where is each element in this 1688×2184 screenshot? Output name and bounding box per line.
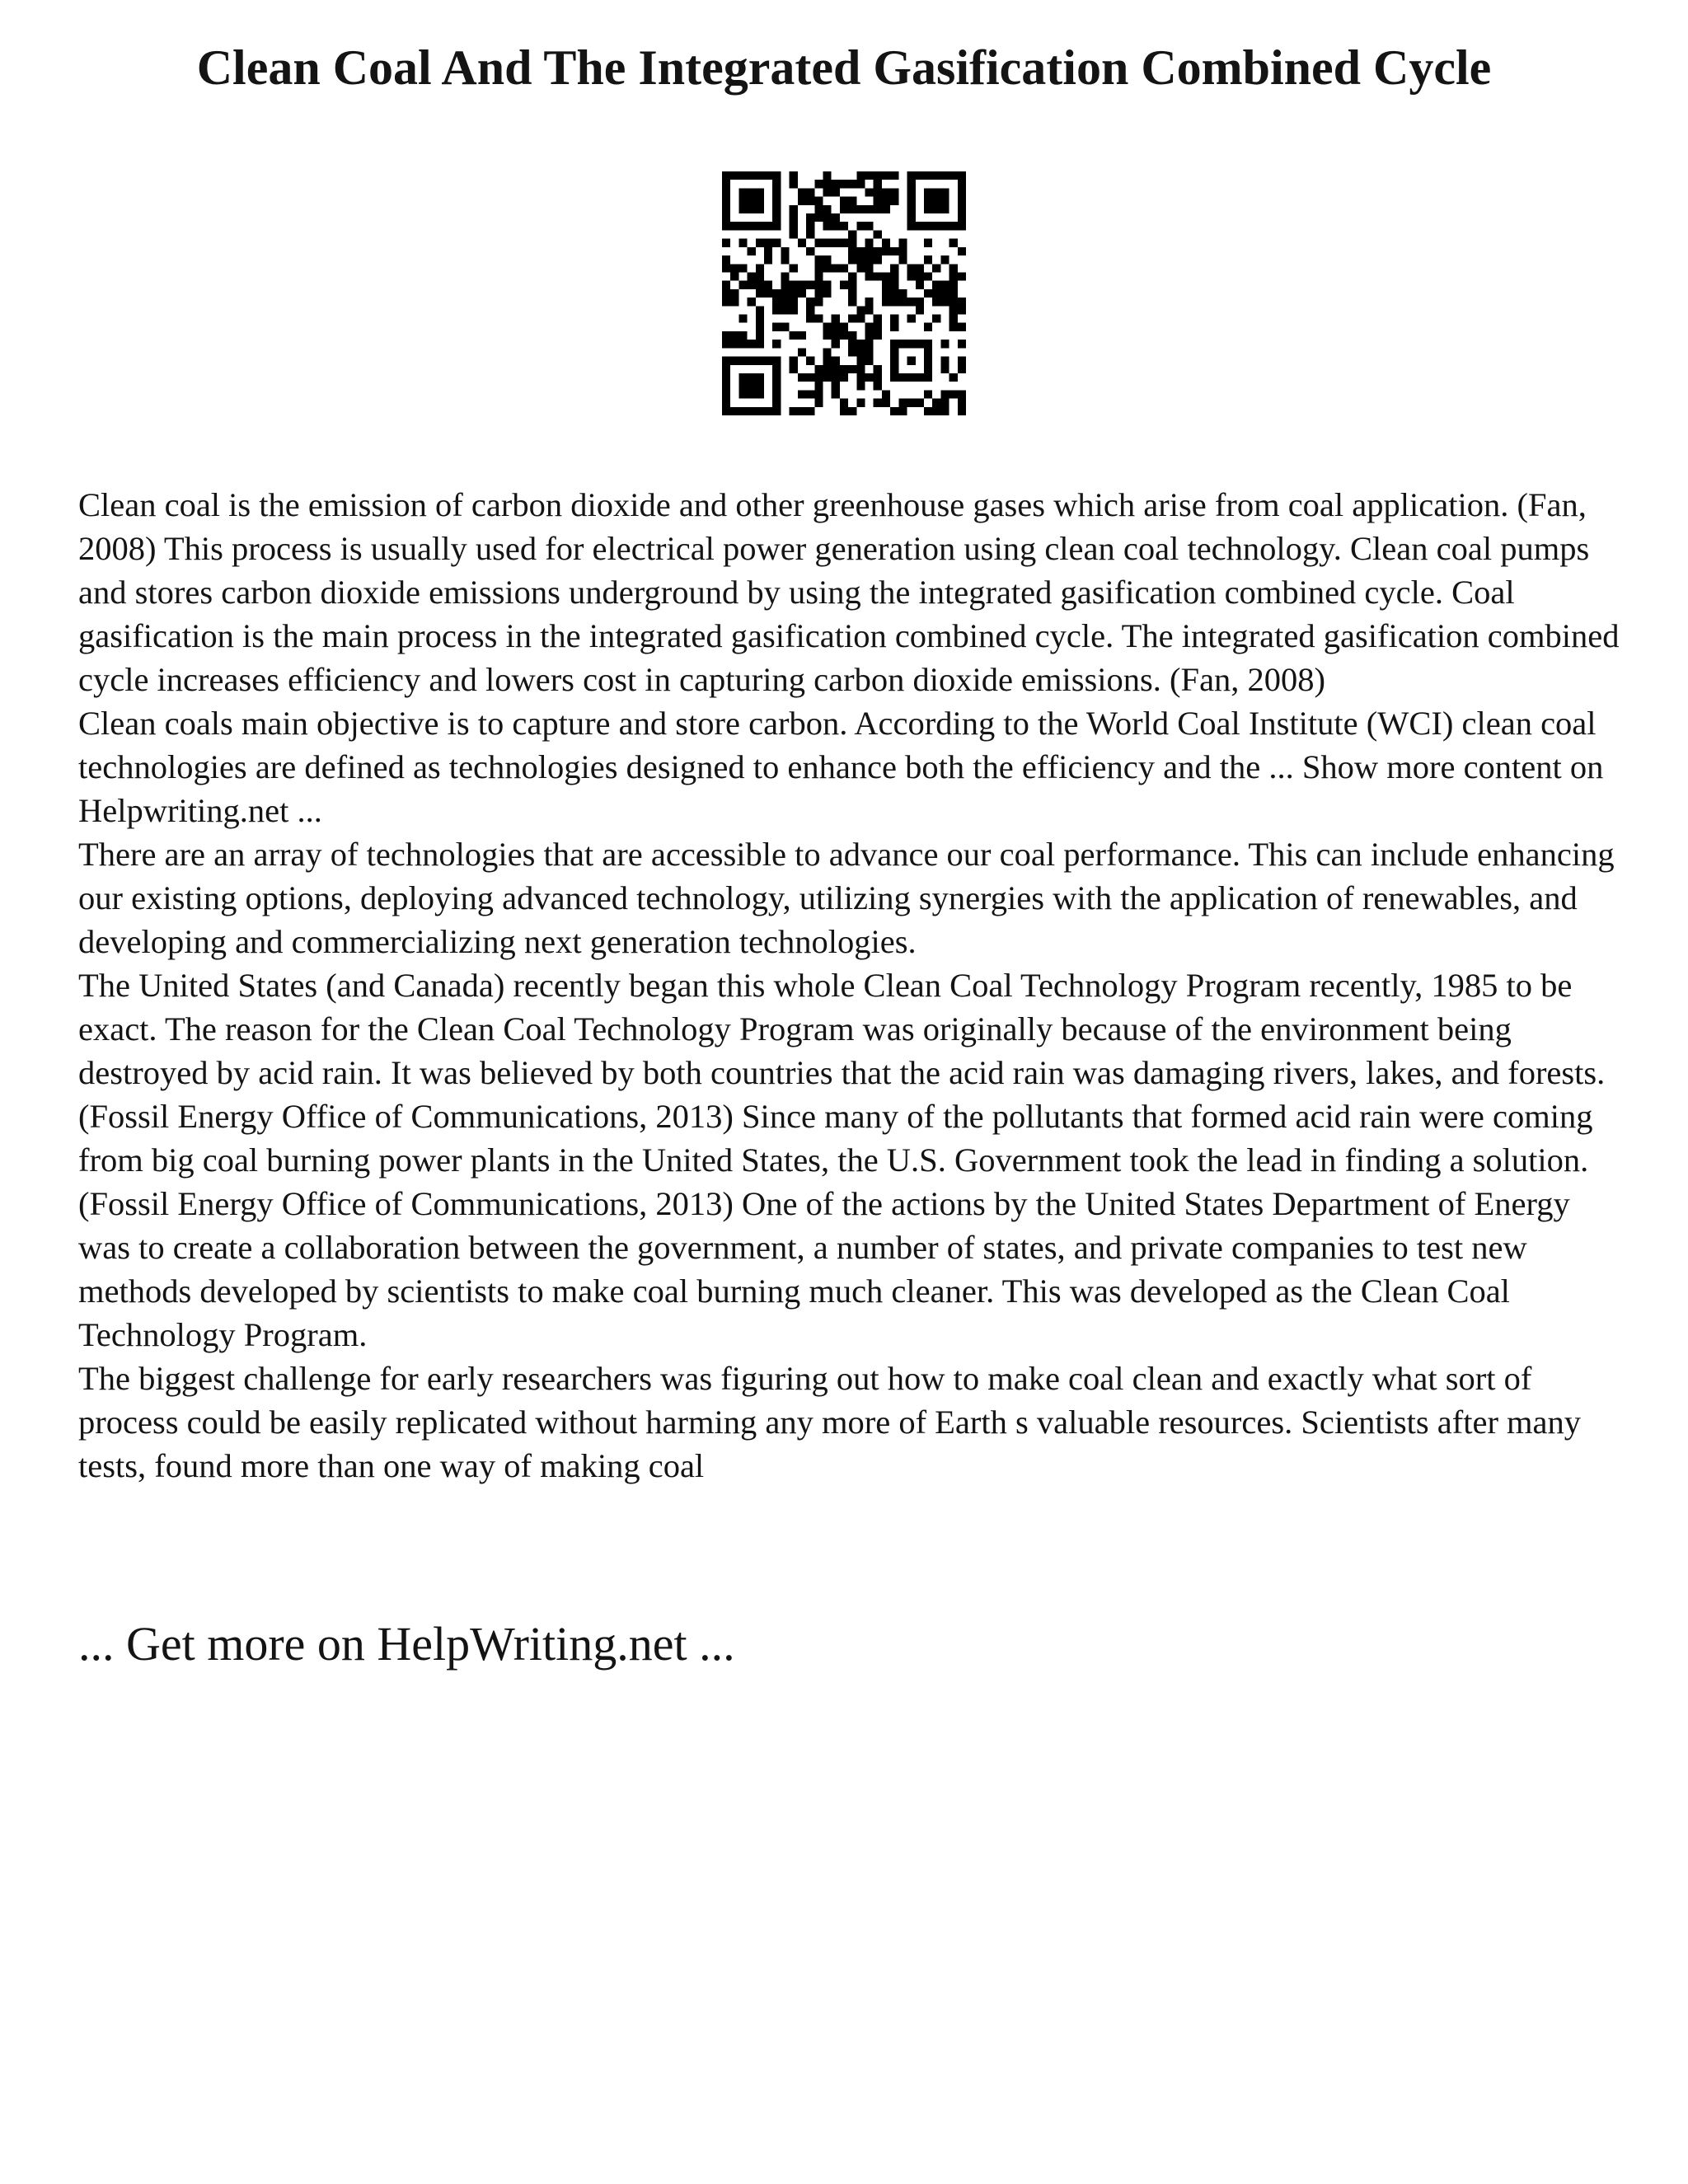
qr-code-icon [722, 171, 966, 415]
page-title: Clean Coal And The Integrated Gasification Combined Cycle [196, 40, 1492, 95]
get-more-link[interactable]: ... Get more on HelpWriting.net ... [78, 1617, 735, 1671]
paragraph: The biggest challenge for early researchers was figuring out how to make coal clean and exactly what sort of process could be easily replicated without harming any more of Earth s valuable resources. Scientists after many tests, found more than one way of making coal [78, 1360, 1582, 1484]
paragraph: Clean coals main objective is to capture and store carbon. According to the World Coal Institute (WCI) clean coal technologies are defined as technologies designed to enhance both the efficiency and the ... Show more content on Helpwriting.net ... [78, 705, 1604, 829]
paragraph: There are an array of technologies that are accessible to advance our coal performance. This can include enhancing our existing options, deploying advanced technology, utilizing synergies with the application of renewables, and developing and commercializing next generation technologies. [78, 836, 1615, 960]
paragraph: Clean coal is the emission of carbon dioxide and other greenhouse gases which arise from coal application. (Fan, 2008) This process is usually used for electrical power generation using clean coal technology. Clean coal pumps and stores carbon dioxide emissions underground by using the integrated gasification combined cycle. Coal gasification is the main process in the integrated gasification combined cycle. The integrated gasification combined cycle increases efficiency and lowers cost in capturing carbon dioxide emissions. (Fan, 2008) [78, 486, 1620, 698]
article-body [78, 483, 1628, 1488]
paragraph: The United States (and Canada) recently began this whole Clean Coal Technology Program recently, 1985 to be exact. The reason for the Clean Coal Technology Program was originally because of the environment being destroyed by acid rain. It was believed by both countries that the acid rain was damaging rivers, lakes, and forests. (Fossil Energy Office of Communications, 2013) Since many of the pollutants that formed acid rain were coming from big coal burning power plants in the United States, the U.S. Government took the lead in finding a solution. (Fossil Energy Office of Communications, 2013) One of the actions by the United States Department of Energy was to create a collaboration between the government, a number of states, and private companies to test new methods developed by scientists to make coal burning much cleaner. This was developed as the Clean Coal Technology Program. [78, 967, 1606, 1353]
